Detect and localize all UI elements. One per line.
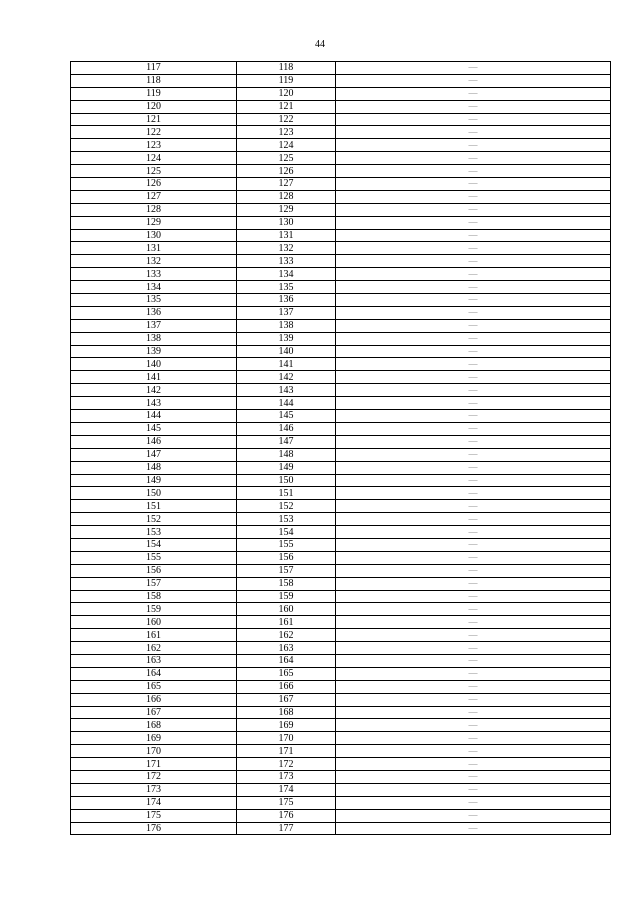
table-cell: 128 [237, 190, 336, 203]
table-cell: 117 [71, 62, 237, 75]
table-cell: 138 [71, 332, 237, 345]
table-cell: — [336, 113, 611, 126]
table-cell: — [336, 809, 611, 822]
table-row [71, 551, 611, 564]
table-cell: 167 [237, 693, 336, 706]
table-cell: 144 [71, 410, 237, 423]
table-cell: 139 [71, 345, 237, 358]
table-cell: — [336, 294, 611, 307]
table-cell: 134 [237, 268, 336, 281]
table-cell: 142 [237, 371, 336, 384]
table-row [71, 500, 611, 513]
table-cell: — [336, 448, 611, 461]
table-cell: — [336, 216, 611, 229]
table-cell: 151 [71, 500, 237, 513]
table-cell: 171 [71, 758, 237, 771]
table-cell: 152 [71, 513, 237, 526]
table-cell: 174 [237, 783, 336, 796]
table-cell: 154 [237, 526, 336, 539]
table-cell: 151 [237, 487, 336, 500]
table-cell: — [336, 203, 611, 216]
table-cell: — [336, 62, 611, 75]
table-cell: — [336, 732, 611, 745]
table-cell: 176 [71, 822, 237, 835]
table-cell: 141 [71, 371, 237, 384]
table-cell: — [336, 332, 611, 345]
table-cell: 127 [71, 190, 237, 203]
table-cell: 136 [71, 306, 237, 319]
table-row [71, 190, 611, 203]
table-row [71, 165, 611, 178]
table-cell: — [336, 139, 611, 152]
table-cell: 125 [237, 152, 336, 165]
table-row [71, 178, 611, 191]
table-cell: 156 [71, 564, 237, 577]
table-cell: — [336, 783, 611, 796]
table-cell: 173 [71, 783, 237, 796]
table-cell: — [336, 268, 611, 281]
table-cell: 161 [237, 616, 336, 629]
table-cell: 162 [71, 642, 237, 655]
table-cell: — [336, 229, 611, 242]
table-cell: 124 [71, 152, 237, 165]
table-row [71, 474, 611, 487]
table-cell: — [336, 74, 611, 87]
table-cell: — [336, 667, 611, 680]
table-row [71, 332, 611, 345]
table-cell: — [336, 410, 611, 423]
table-cell: 157 [71, 577, 237, 590]
table-row [71, 62, 611, 75]
table-cell: 160 [237, 603, 336, 616]
table-row [71, 255, 611, 268]
table-cell: 137 [237, 306, 336, 319]
table-cell: — [336, 603, 611, 616]
table-row [71, 448, 611, 461]
table-cell: — [336, 758, 611, 771]
table-cell: — [336, 255, 611, 268]
table-row [71, 319, 611, 332]
table-cell: — [336, 706, 611, 719]
table-row [71, 719, 611, 732]
table-cell: 155 [71, 551, 237, 564]
table-cell: 147 [71, 448, 237, 461]
table-cell: 168 [71, 719, 237, 732]
page-number: 44 [315, 39, 325, 50]
table-row [71, 139, 611, 152]
table-cell: 160 [71, 616, 237, 629]
table-cell: 175 [71, 809, 237, 822]
table-row [71, 87, 611, 100]
table-cell: — [336, 551, 611, 564]
table-cell: 143 [237, 384, 336, 397]
table-cell: 163 [237, 642, 336, 655]
table-cell: 138 [237, 319, 336, 332]
table-cell: 123 [237, 126, 336, 139]
table-row [71, 216, 611, 229]
table-cell: — [336, 770, 611, 783]
table-row [71, 629, 611, 642]
table-row [71, 435, 611, 448]
table-cell: 132 [71, 255, 237, 268]
table-cell: 143 [71, 397, 237, 410]
table-cell: 166 [71, 693, 237, 706]
table-cell: — [336, 564, 611, 577]
table-cell: — [336, 629, 611, 642]
table-cell: — [336, 500, 611, 513]
table-cell: 164 [237, 654, 336, 667]
table-cell: — [336, 384, 611, 397]
table-cell: — [336, 796, 611, 809]
table-cell: 123 [71, 139, 237, 152]
table-cell: — [336, 242, 611, 255]
table-row [71, 268, 611, 281]
table-cell: 170 [237, 732, 336, 745]
table-row [71, 577, 611, 590]
table-row [71, 526, 611, 539]
table-row [71, 242, 611, 255]
table-row [71, 693, 611, 706]
table-cell: 127 [237, 178, 336, 191]
table-cell: 140 [71, 358, 237, 371]
table-cell: 134 [71, 281, 237, 294]
table-row [71, 100, 611, 113]
table-cell: 153 [237, 513, 336, 526]
table-cell: 166 [237, 680, 336, 693]
table-cell: — [336, 474, 611, 487]
table-cell: 118 [237, 62, 336, 75]
table-cell: 132 [237, 242, 336, 255]
table-cell: — [336, 281, 611, 294]
table-cell: 165 [237, 667, 336, 680]
table-cell: 142 [71, 384, 237, 397]
table-cell: 177 [237, 822, 336, 835]
table-cell: — [336, 719, 611, 732]
table-cell: — [336, 526, 611, 539]
table-cell: 135 [237, 281, 336, 294]
table-cell: 169 [237, 719, 336, 732]
table-cell: 167 [71, 706, 237, 719]
table-cell: 122 [237, 113, 336, 126]
table-cell: 149 [237, 461, 336, 474]
table-cell: 145 [71, 422, 237, 435]
table-cell: 168 [237, 706, 336, 719]
table-cell: 162 [237, 629, 336, 642]
table-body [71, 62, 611, 835]
table-cell: 121 [237, 100, 336, 113]
table-cell: 137 [71, 319, 237, 332]
table-cell: 171 [237, 745, 336, 758]
table-cell: 144 [237, 397, 336, 410]
table-cell: 170 [71, 745, 237, 758]
table-cell: 172 [71, 770, 237, 783]
table-cell: 133 [71, 268, 237, 281]
table-row [71, 152, 611, 165]
table-cell: — [336, 822, 611, 835]
data-table [70, 61, 611, 835]
table-row [71, 126, 611, 139]
table-cell: — [336, 422, 611, 435]
table-cell: 136 [237, 294, 336, 307]
table-cell: 126 [71, 178, 237, 191]
table-cell: — [336, 178, 611, 191]
table-cell: 156 [237, 551, 336, 564]
table-cell: 131 [71, 242, 237, 255]
table-cell: — [336, 152, 611, 165]
table-cell: 120 [71, 100, 237, 113]
table-cell: — [336, 87, 611, 100]
table-row [71, 564, 611, 577]
table-cell: — [336, 126, 611, 139]
table-cell: 145 [237, 410, 336, 423]
table-cell: 154 [71, 538, 237, 551]
table-cell: 150 [71, 487, 237, 500]
table-row [71, 397, 611, 410]
table-cell: 133 [237, 255, 336, 268]
table-row [71, 809, 611, 822]
table-row [71, 384, 611, 397]
table-row [71, 74, 611, 87]
table-cell: 124 [237, 139, 336, 152]
table-cell: — [336, 487, 611, 500]
table-cell: — [336, 371, 611, 384]
table-cell: 157 [237, 564, 336, 577]
table-cell: 158 [71, 590, 237, 603]
table-row [71, 603, 611, 616]
table-cell: 158 [237, 577, 336, 590]
table-row [71, 706, 611, 719]
table-row [71, 203, 611, 216]
table-cell: 119 [71, 87, 237, 100]
table-cell: — [336, 358, 611, 371]
table-cell: — [336, 306, 611, 319]
table-row [71, 758, 611, 771]
table-cell: 147 [237, 435, 336, 448]
table-cell: 146 [71, 435, 237, 448]
table-row [71, 113, 611, 126]
table-cell: — [336, 345, 611, 358]
table-row [71, 461, 611, 474]
table-cell: 159 [237, 590, 336, 603]
table-cell: — [336, 165, 611, 178]
table-cell: 122 [71, 126, 237, 139]
table-cell: 176 [237, 809, 336, 822]
table-cell: 175 [237, 796, 336, 809]
table-cell: — [336, 642, 611, 655]
table-cell: — [336, 577, 611, 590]
table-cell: 153 [71, 526, 237, 539]
table-row [71, 745, 611, 758]
table-cell: 121 [71, 113, 237, 126]
table-cell: 163 [71, 654, 237, 667]
table-row [71, 796, 611, 809]
table-cell: 130 [237, 216, 336, 229]
table-cell: 149 [71, 474, 237, 487]
table-cell: 155 [237, 538, 336, 551]
table-row [71, 281, 611, 294]
table-cell: 126 [237, 165, 336, 178]
table-cell: 125 [71, 165, 237, 178]
table-row [71, 783, 611, 796]
table-cell: 174 [71, 796, 237, 809]
table-cell: — [336, 100, 611, 113]
table-cell: — [336, 190, 611, 203]
table-cell: 129 [71, 216, 237, 229]
table-cell: — [336, 513, 611, 526]
table-cell: — [336, 319, 611, 332]
table-cell: 135 [71, 294, 237, 307]
table-row [71, 654, 611, 667]
table-row [71, 642, 611, 655]
table-cell: — [336, 745, 611, 758]
table-row [71, 306, 611, 319]
table-cell: — [336, 693, 611, 706]
table-row [71, 487, 611, 500]
table-cell: 173 [237, 770, 336, 783]
table-cell: 148 [237, 448, 336, 461]
table-cell: 119 [237, 74, 336, 87]
table-row [71, 770, 611, 783]
table-cell: 169 [71, 732, 237, 745]
table-cell: 118 [71, 74, 237, 87]
table-cell: 165 [71, 680, 237, 693]
table-row [71, 371, 611, 384]
table-row [71, 732, 611, 745]
table-row [71, 680, 611, 693]
table-cell: 141 [237, 358, 336, 371]
table-cell: 150 [237, 474, 336, 487]
table-cell: 139 [237, 332, 336, 345]
table-row [71, 538, 611, 551]
table-cell: 129 [237, 203, 336, 216]
table-row [71, 422, 611, 435]
table-row [71, 667, 611, 680]
table-row [71, 590, 611, 603]
table-row [71, 294, 611, 307]
table-cell: 152 [237, 500, 336, 513]
table-cell: 146 [237, 422, 336, 435]
table-cell: — [336, 397, 611, 410]
table-row [71, 345, 611, 358]
table-cell: — [336, 461, 611, 474]
table-cell: — [336, 435, 611, 448]
table-cell: — [336, 616, 611, 629]
table-row [71, 358, 611, 371]
table-cell: 161 [71, 629, 237, 642]
table-cell: 159 [71, 603, 237, 616]
table-row [71, 229, 611, 242]
table-cell: — [336, 680, 611, 693]
table-cell: 131 [237, 229, 336, 242]
table-cell: — [336, 538, 611, 551]
table-cell: 148 [71, 461, 237, 474]
table-row [71, 822, 611, 835]
table-cell: 128 [71, 203, 237, 216]
table-cell: — [336, 590, 611, 603]
table-cell: 172 [237, 758, 336, 771]
table-cell: 164 [71, 667, 237, 680]
table-row [71, 410, 611, 423]
table-row [71, 616, 611, 629]
table-row [71, 513, 611, 526]
table-cell: — [336, 654, 611, 667]
table-cell: 140 [237, 345, 336, 358]
table-cell: 130 [71, 229, 237, 242]
table-cell: 120 [237, 87, 336, 100]
